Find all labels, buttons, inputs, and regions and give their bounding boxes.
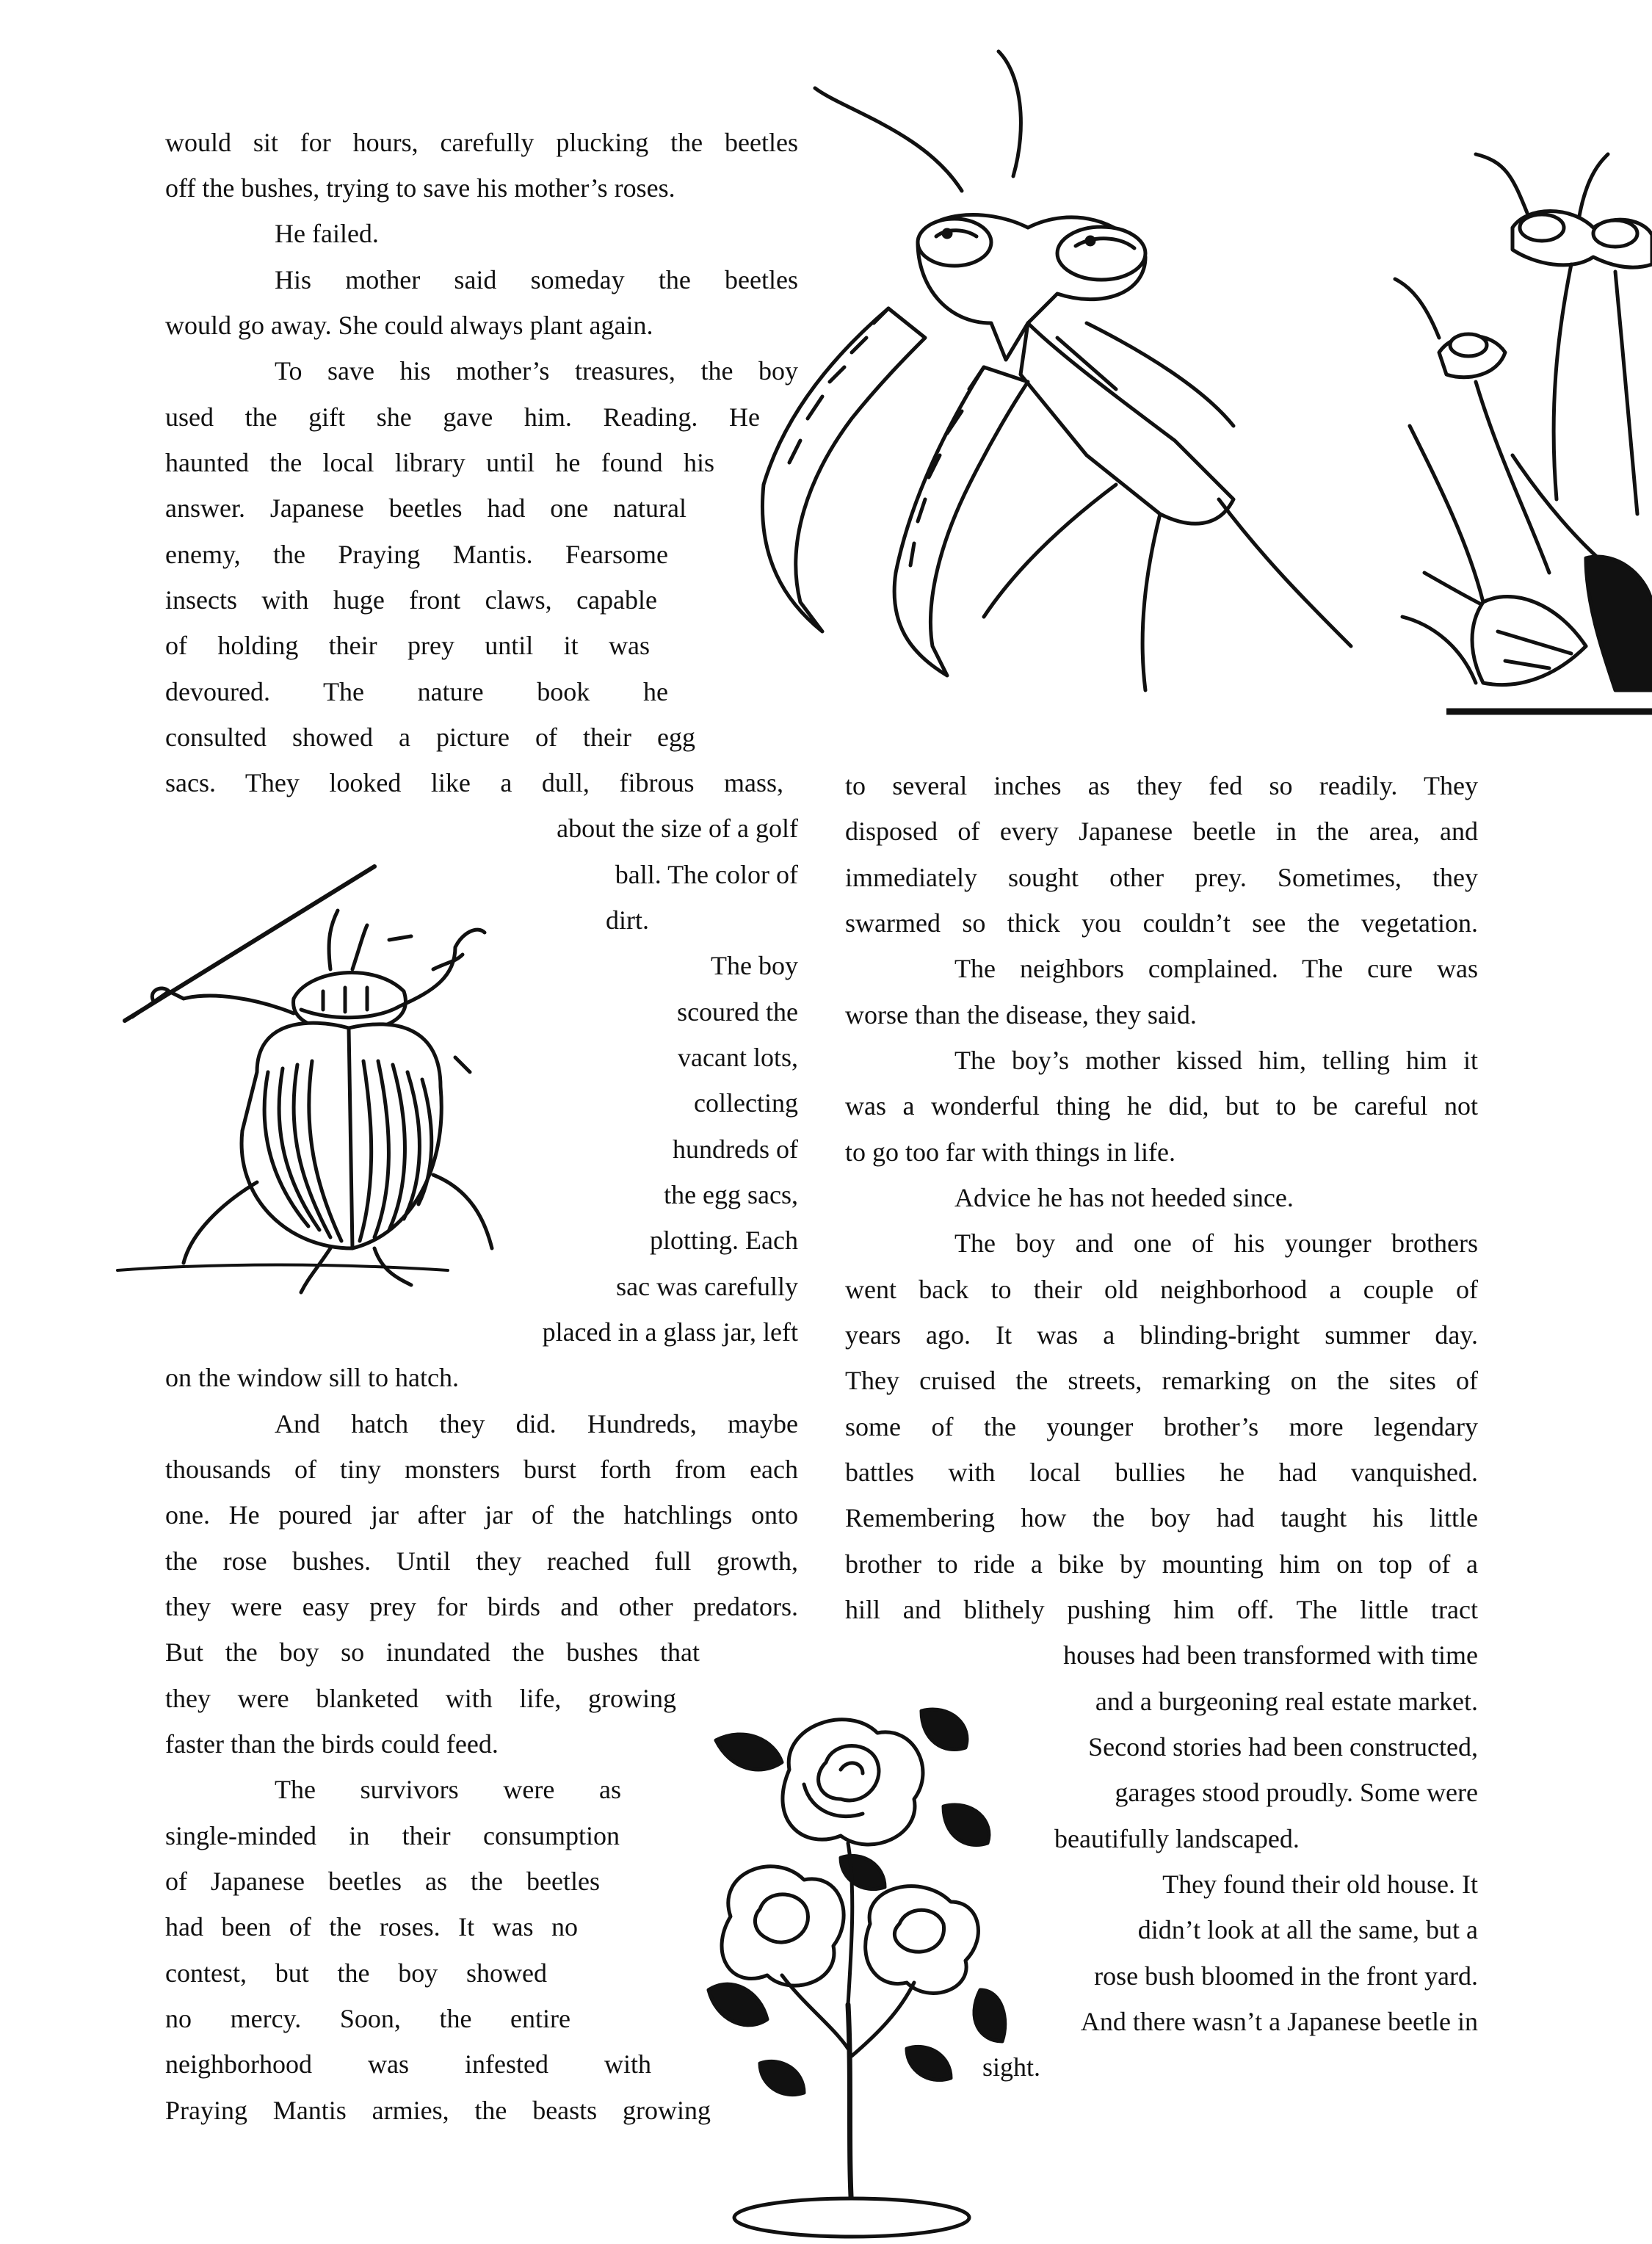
text-line: hill and blithely pushing him off. The little tract <box>845 1595 1478 1624</box>
text-line: Praying Mantis armies, the beasts growing <box>165 2096 711 2125</box>
text-line: sac was carefully <box>616 1272 798 1301</box>
text-line: neighborhood was infested with <box>165 2049 651 2079</box>
text-line: went back to their old neighborhood a couple of <box>845 1275 1478 1304</box>
text-line: They found their old house. It <box>1162 1870 1478 1899</box>
text-line: one. He poured jar after jar of the hatchlings onto <box>165 1500 798 1530</box>
text-line: ball. The color of <box>615 860 798 889</box>
text-line: the rose bushes. Until they reached full growth, <box>165 1546 798 1576</box>
text-line: sacs. They looked like a dull, fibrous mass, <box>165 768 783 797</box>
text-line: some of the younger brother’s more legendary <box>845 1412 1478 1441</box>
text-line: of holding their prey until it was <box>165 631 650 660</box>
text-line: contest, but the boy showed <box>165 1958 547 1988</box>
praying-mantis-illustration <box>705 44 1652 734</box>
text-line: rose bush bloomed in the front yard. <box>1094 1961 1478 1991</box>
text-line: worse than the disease, they said. <box>845 1000 1197 1029</box>
text-line: devoured. The nature book he <box>165 677 668 706</box>
text-line: scoured the <box>677 997 798 1027</box>
text-line: on the window sill to hatch. <box>165 1363 459 1392</box>
text-line: years ago. It was a blinding-bright summer day. <box>845 1320 1478 1350</box>
text-line: But the boy so inundated the bushes that <box>165 1637 700 1667</box>
text-line: battles with local bullies he had vanquished. <box>845 1458 1478 1487</box>
rose-bush-illustration <box>701 1696 1010 2244</box>
samurai-beetle-illustration <box>110 852 565 1292</box>
text-line: didn’t look at all the same, but a <box>1137 1915 1478 1944</box>
text-line: garages stood proudly. Some were <box>1115 1778 1478 1807</box>
text-line: to go too far with things in life. <box>845 1137 1175 1167</box>
text-line: single-minded in their consumption <box>165 1821 620 1850</box>
text-line: haunted the local library until he found his <box>165 448 714 477</box>
text-line: used the gift she gave him. Reading. He <box>165 402 760 432</box>
text-line: dirt. <box>606 905 649 935</box>
text-line: sight. <box>982 2052 1041 2082</box>
text-line: hundreds of <box>673 1134 798 1164</box>
text-line: brother to ride a bike by mounting him on top of a <box>845 1549 1478 1579</box>
text-line: To save his mother’s treasures, the boy <box>275 356 798 386</box>
text-line: vacant lots, <box>678 1043 798 1072</box>
text-line: they were blanketed with life, growing <box>165 1684 676 1713</box>
text-line: no mercy. Soon, the entire <box>165 2004 570 2033</box>
text-line: to several inches as they fed so readily. They <box>845 771 1478 800</box>
text-line: They cruised the streets, remarking on the sites of <box>845 1366 1478 1395</box>
text-line: about the size of a golf <box>557 814 798 843</box>
text-line: the egg sacs, <box>664 1180 798 1209</box>
text-line: collecting <box>694 1088 798 1118</box>
text-line: insects with huge front claws, capable <box>165 585 657 615</box>
text-line: enemy, the Praying Mantis. Fearsome <box>165 540 668 569</box>
text-line: off the bushes, trying to save his mother’s roses. <box>165 173 675 203</box>
text-line: houses had been transformed with time <box>1063 1640 1478 1670</box>
text-line: Second stories had been constructed, <box>1088 1732 1478 1762</box>
text-line: The boy and one of his younger brothers <box>954 1228 1478 1258</box>
text-line: thousands of tiny monsters burst forth from each <box>165 1455 798 1484</box>
text-line: plotting. Each <box>650 1226 798 1255</box>
text-line: and a burgeoning real estate market. <box>1095 1687 1478 1716</box>
text-line: beautifully landscaped. <box>1054 1824 1300 1853</box>
text-line: And hatch they did. Hundreds, maybe <box>275 1409 798 1438</box>
text-line: swarmed so thick you couldn’t see the vegetation. <box>845 908 1478 938</box>
text-line: had been of the roses. It was no <box>165 1912 578 1941</box>
text-line: The boy’s mother kissed him, telling him it <box>954 1046 1478 1075</box>
text-line: would go away. She could always plant again. <box>165 311 653 340</box>
text-line: Advice he has not heeded since. <box>954 1183 1294 1212</box>
text-line: The boy <box>711 951 798 980</box>
text-line: answer. Japanese beetles had one natural <box>165 493 686 523</box>
text-line: faster than the birds could feed. <box>165 1729 499 1759</box>
text-line: immediately sought other prey. Sometimes, they <box>845 863 1478 892</box>
text-line: they were easy prey for birds and other predators. <box>165 1592 798 1621</box>
text-line: would sit for hours, carefully plucking the beetles <box>165 128 798 157</box>
text-line: of Japanese beetles as the beetles <box>165 1867 600 1896</box>
text-line: He failed. <box>275 219 379 248</box>
text-line: disposed of every Japanese beetle in the area, and <box>845 817 1478 846</box>
text-line: placed in a glass jar, left <box>542 1317 798 1347</box>
text-line: was a wonderful thing he did, but to be careful not <box>845 1091 1478 1121</box>
text-line: His mother said someday the beetles <box>275 265 798 294</box>
text-line: And there wasn’t a Japanese beetle in <box>1080 2007 1478 2036</box>
text-line: The survivors were as <box>275 1775 621 1804</box>
text-line: The neighbors complained. The cure was <box>954 954 1478 983</box>
text-line: consulted showed a picture of their egg <box>165 723 695 752</box>
text-line: Remembering how the boy had taught his little <box>845 1503 1478 1532</box>
